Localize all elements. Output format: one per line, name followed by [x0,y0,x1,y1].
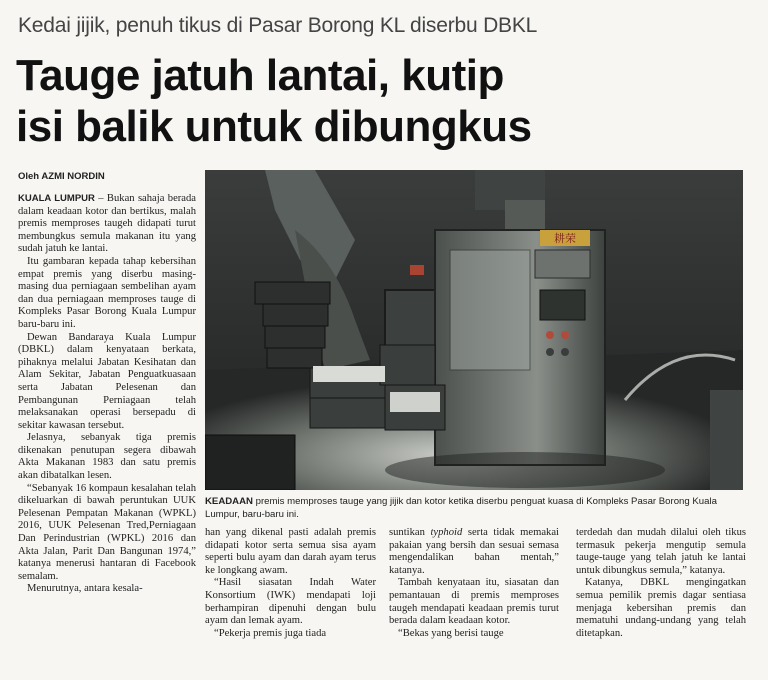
article-kicker: Kedai jijik, penuh tikus di Pasar Borong KL diserbu DBKL [18,14,538,37]
body-paragraph: suntikan typhoid serta tidak memakai pakaian yang bersih dan sesuai semasa mengendalikan bahan mentah,” katanya. [389,527,559,576]
caption-text: premis memproses tauge yang jijik dan kotor ketika diserbu penguat kuasa di Kompleks Pasar Borong Kuala Lumpur, baru-baru ini. [205,496,717,520]
machine-sign-text: 耕荣 [554,232,576,245]
article-headline [16,50,756,152]
headline-line-1: Tauge jatuh lantai, kutip [16,51,504,100]
body-paragraph: Menurutnya, antara kesala- [27,583,143,595]
byline: Oleh AZMI NORDIN [18,171,105,182]
body-paragraph: Jelasnya, sebanyak tiga premis dikenakan penutupan segera dibawah Akta Makanan 1983 dan satu premis akan dibatalkan lesen. [18,432,196,482]
body-paragraph: Tambah kenyataan itu, siasatan dan pemantauan di premis memproses taugeh mendapati keadaan premis turut berada dalam keadaan kotor. [389,577,559,627]
body-paragraph: Katanya, DBKL mengingatkan semua pemilik premis dagar sentiasa menjaga kebersihan premis dan mematuhi undang-undang yang telah ditetapkan. [576,577,746,639]
body-paragraph: “Pekerja premis juga tiada [214,627,327,639]
photo-caption [205,496,745,521]
body-column-4 [576,527,746,640]
body-paragraph: terdedah dan mudah dilalui oleh tikus termasuk pekerja mengutip semula tauge-tauge yang telah jatuh ke lantai untuk dibungkus semula,” katanya. [576,527,746,576]
body-column-1 [18,193,196,596]
body-paragraph: Dewan Bandaraya Kuala Lumpur (DBKL) dalam kenyataan berkata, pihaknya melalui Jabatan Kesihatan dan Alam Sekitar, Jabatan Penguatkuasaan serta Jabatan Pelesenan dan Pembangunan Perniagaan telah melaksanakan operasi bersepadu di sekitar kawasan tersebut. [18,331,196,431]
dateline: KUALA LUMPUR [18,193,95,204]
body-paragraph: “Bekas yang berisi tauge [398,627,504,639]
body-paragraph: KUALA LUMPUR – Bukan sahaja berada dalam keadaan kotor dan bertikus, malah premis memproses taugeh didapati turut membungkus semula makanan itu yang sudah jatuh ke lantai. [18,193,196,255]
caption-lead: KEADAAN [205,496,253,507]
body-paragraph: “Hasil siasatan Indah Water Konsortium (IWK) mendapati loji berhampiran dipenuhi dengan bulu ayam dan lemak ayam. [205,577,376,627]
headline-line-2: isi balik untuk dibungkus [16,102,532,151]
body-column-3 [389,527,559,640]
article-photo [205,170,743,490]
body-paragraph: “Sebanyak 16 kompaun kesalahan telah dikeluarkan di bawah peruntukan UUK Pelesenan Pempatan Makanan (WPKL) 2016, UUK Pelesenan Tred,Perniagaan Dan Perindustrian (WPKL) 2016 dan Akta Jalan, Parit Dan Bangunan 1974,” katanya menerusi hantaran di Facebook semalam. [18,482,196,582]
premises-photo-illustration [205,170,743,490]
body-paragraph: Itu gambaran kepada tahap kebersihan empat premis yang diserbu masing-masing dua perniagaan sembelihan ayam dan dua perniagaan memproses tauge di Kompleks Pasar Borong Kuala Lumpur baru-baru ini. [18,255,196,330]
body-paragraph: han yang dikenal pasti adalah premis didapati kotor serta semua sisa ayam seperti bulu ayam dan darah ayam terus ke longkang awam. [205,527,376,576]
body-column-2 [205,527,376,640]
